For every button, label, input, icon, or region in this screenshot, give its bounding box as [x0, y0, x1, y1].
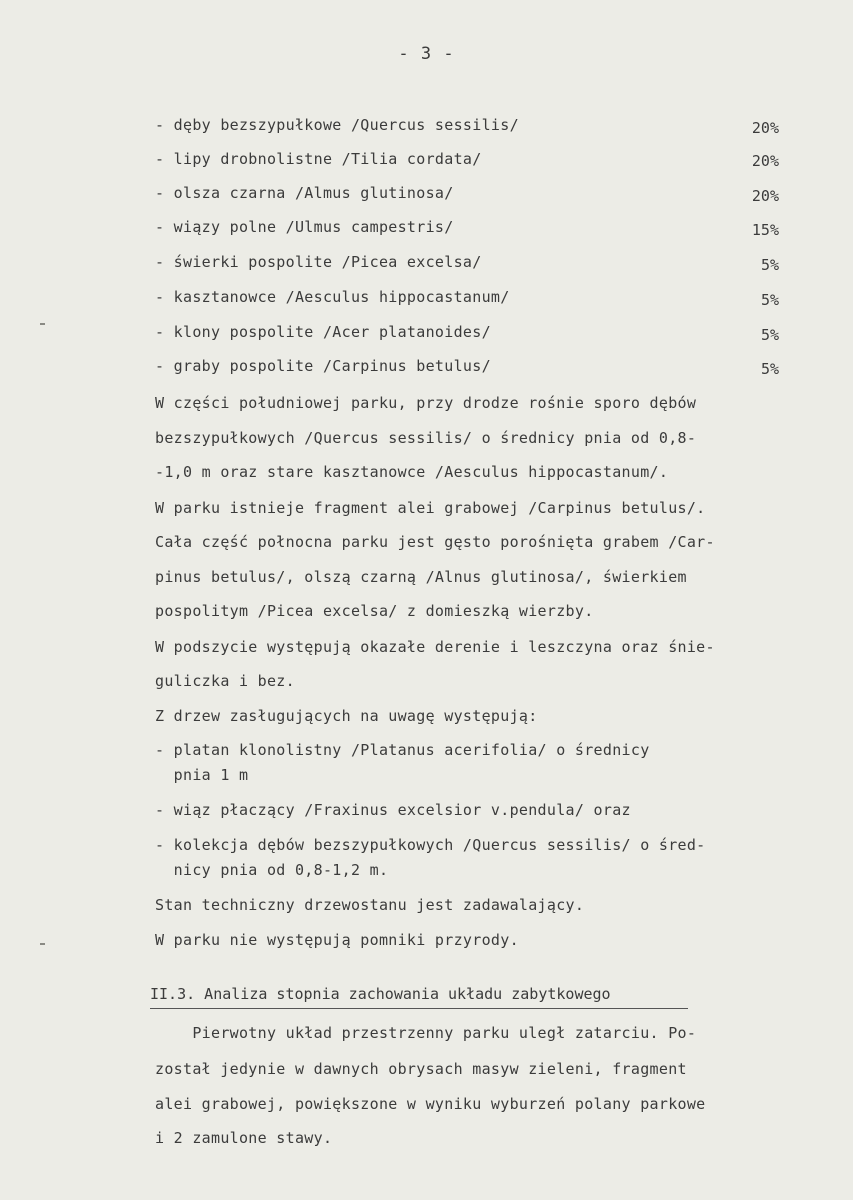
body-line: guliczka i bez. [155, 672, 295, 690]
species-line: - świerki pospolite /Picea excelsa/ [155, 253, 482, 271]
species-percent: 5% [760, 326, 779, 344]
species-line: - klony pospolite /Acer platanoides/ [155, 323, 491, 341]
species-percent: 15% [751, 221, 779, 239]
heading-underline [150, 1008, 688, 1009]
body-line: pinus betulus/, olszą czarną /Alnus glutinosa/, świerkiem [155, 568, 687, 586]
species-percent: 5% [760, 256, 779, 274]
species-line: - lipy drobnolistne /Tilia cordata/ [155, 150, 482, 168]
body-line: - kolekcja dębów bezszypułkowych /Quercus sessilis/ o śred- [155, 836, 706, 854]
species-percent: 5% [760, 360, 779, 378]
body-line: W podszycie występują okazałe derenie i leszczyna oraz śnie- [155, 638, 715, 656]
species-percent: 20% [751, 187, 779, 205]
margin-mark [40, 943, 45, 945]
margin-mark [40, 323, 45, 325]
species-percent: 20% [751, 152, 779, 170]
body-line: -1,0 m oraz stare kasztanowce /Aesculus hippocastanum/. [155, 463, 669, 481]
species-line: - kasztanowce /Aesculus hippocastanum/ [155, 288, 510, 306]
body-line: Z drzew zasługujących na uwagę występują: [155, 707, 538, 725]
paragraph-line: został jedynie w dawnych obrysach masyw zieleni, fragment [155, 1060, 687, 1078]
species-percent: 5% [760, 291, 779, 309]
body-line: nicy pnia od 0,8-1,2 m. [155, 861, 389, 879]
species-line: - graby pospolite /Carpinus betulus/ [155, 357, 491, 375]
body-line: Cała część połnocna parku jest gęsto porośnięta grabem /Car- [155, 533, 715, 551]
body-line: W parku istnieje fragment alei grabowej /Carpinus betulus/. [155, 499, 706, 517]
paragraph-line: alei grabowej, powiększone w wyniku wyburzeń polany parkowe [155, 1095, 706, 1113]
body-line: Stan techniczny drzewostanu jest zadawalający. [155, 896, 585, 914]
body-line: - wiąz płaczący /Fraxinus excelsior v.pendula/ oraz [155, 801, 631, 819]
species-line: - wiązy polne /Ulmus campestris/ [155, 218, 454, 236]
species-percent: 20% [751, 119, 779, 137]
body-line: pnia 1 m [155, 766, 249, 784]
species-line: - olsza czarna /Almus glutinosa/ [155, 184, 454, 202]
species-line: - dęby bezszypułkowe /Quercus sessilis/ [155, 116, 519, 134]
body-line: pospolitym /Picea excelsa/ z domieszką wierzby. [155, 602, 594, 620]
body-line: - platan klonolistny /Platanus acerifolia/ o średnicy [155, 741, 650, 759]
paragraph-line: i 2 zamulone stawy. [155, 1129, 333, 1147]
section-heading: II.3. Analiza stopnia zachowania układu zabytkowego [150, 985, 611, 1003]
paragraph-line: Pierwotny układ przestrzenny parku uległ zatarciu. Po- [155, 1024, 697, 1042]
body-line: W części południowej parku, przy drodze rośnie sporo dębów [155, 394, 697, 412]
body-line: W parku nie występują pomniki przyrody. [155, 931, 519, 949]
body-line: bezszypułkowych /Quercus sessilis/ o średnicy pnia od 0,8- [155, 429, 697, 447]
page-number: - 3 - [398, 44, 455, 64]
